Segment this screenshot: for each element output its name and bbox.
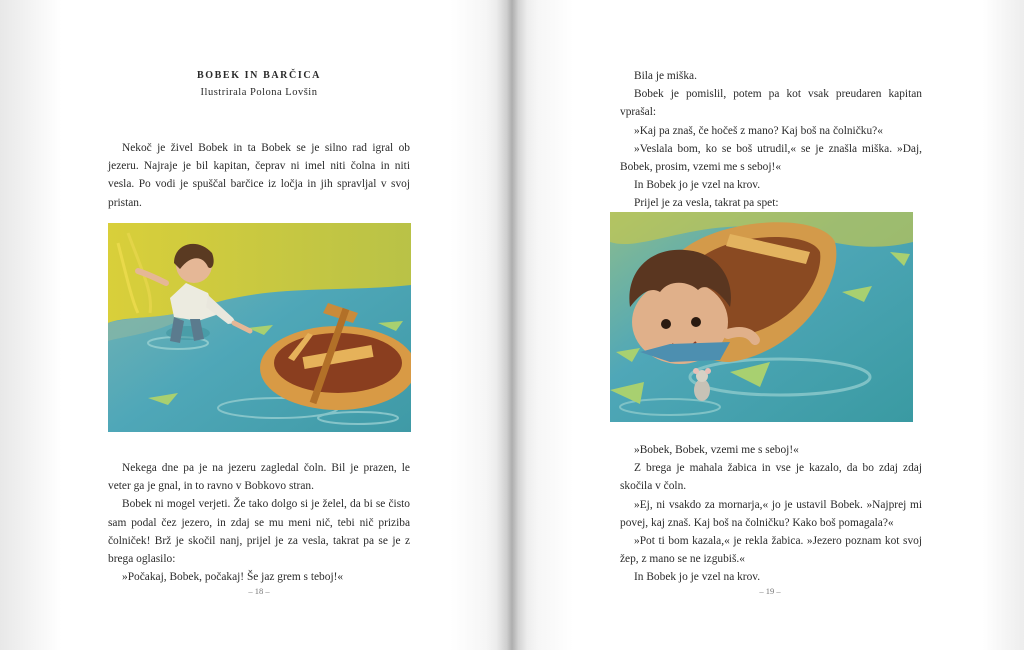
paragraph: Prijel je za vesla, takrat pa spet: [634, 197, 779, 210]
paragraph: »Veslala bom, ko se boš utrudil,« se je znašla miška. »Daj, Bobek, prosim, vzemi me s seboj!« [620, 142, 922, 174]
page-number-right: – 19 – [759, 586, 781, 596]
illustration-boy-in-boat-with-mouse [610, 212, 913, 422]
paragraph: Bila je miška. [634, 70, 697, 82]
illustration-boy-reaching-boat [108, 223, 411, 432]
right-text-top [620, 67, 922, 213]
left-text-top [108, 139, 410, 212]
paragraph: Nekoč je živel Bobek in ta Bobek se je silno rad igral ob jezeru. Najraje je bil kapitan, čeprav ni imel niti čolna in niti vesla. Po vodi je spuščal barčice iz ločja in jih spravljal v svoj pristan. [108, 142, 410, 209]
paragraph: »Počakaj, Bobek, počakaj! Še jaz grem s teboj!« [122, 571, 344, 584]
paragraph: Z brega je mahala žabica in vse je kazalo, da bo zdaj zdaj skočila v čoln. [620, 462, 922, 493]
paragraph: »Pot ti bom kazala,« je rekla žabica. »Jezero poznam kot svoj žep, z mano se ne izgubiš.« [620, 535, 922, 566]
story-subtitle: Ilustrirala Polona Lovšin [200, 87, 318, 98]
paragraph: »Ej, ni vsakdo za mornarja,« jo je ustavil Bobek. »Najprej mi povej, kaj znaš. Kaj boš na čolničku? Kako boš pomagala?« [620, 498, 922, 529]
paragraph: Bobek je pomislil, potem pa kot vsak preudaren kapitan vprašal: [620, 88, 922, 119]
paragraph: Nekega dne pa je na jezeru zagledal čoln. Bil je prazen, le veter ga je gnal, in to ravno v Bobkovo stran. [108, 462, 410, 493]
paragraph: In Bobek jo je vzel na krov. [634, 571, 761, 584]
left-text-bottom [108, 459, 410, 586]
paragraph: Bobek ni mogel verjeti. Že tako dolgo si je želel, da bi se čisto sam podal čez jezero, in zdaj se mu meni nič, tebi nič priziba čolniček! Brž je skočil nanj, prijel je za vesla, takrat pa se je z brega oglasilo: [108, 498, 410, 566]
page-number-left: – 18 – [248, 586, 270, 596]
story-title: BOBEK IN BARČICA [197, 70, 321, 81]
right-text-bottom [620, 441, 922, 587]
paragraph: In Bobek jo je vzel na krov. [634, 179, 761, 192]
right-page [512, 0, 1024, 650]
paragraph: »Kaj pa znaš, če hočeš z mano? Kaj boš na čolničku?« [634, 124, 883, 137]
paragraph: »Bobek, Bobek, vzemi me s seboj!« [634, 444, 799, 456]
